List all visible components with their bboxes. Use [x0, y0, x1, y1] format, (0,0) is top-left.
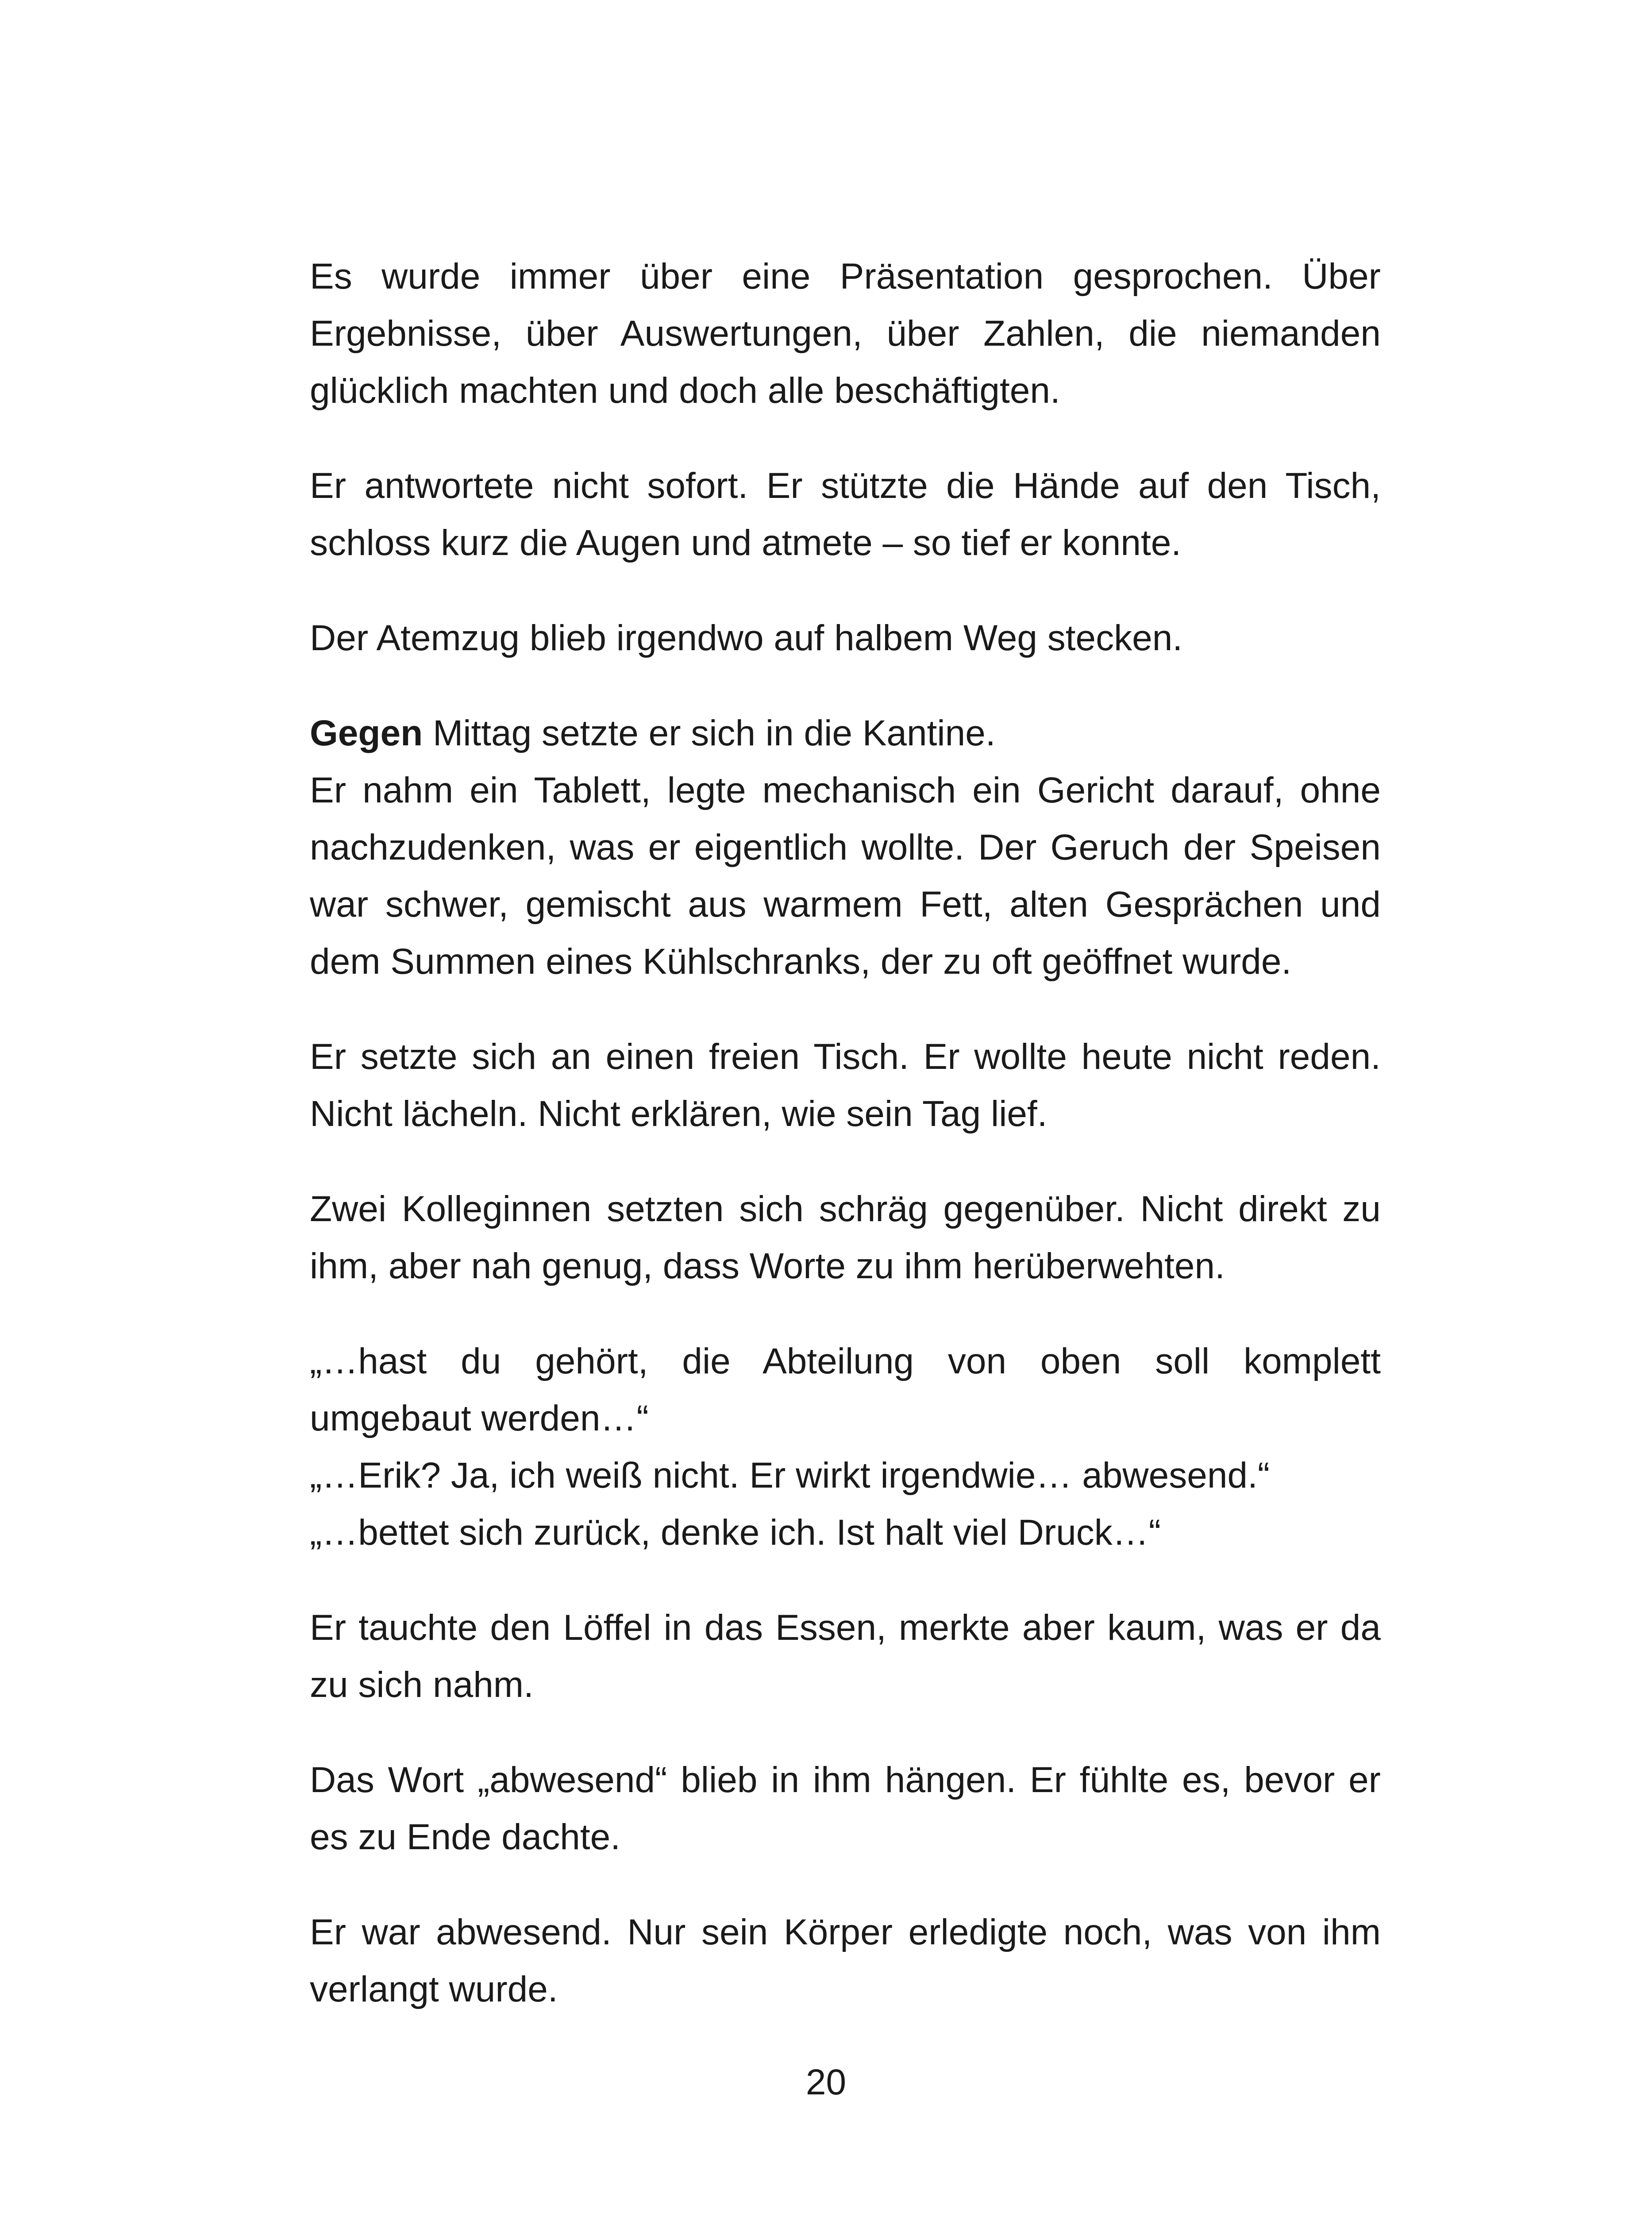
paragraph-10 — [310, 1904, 1381, 2018]
text-line: verlangt wurde. — [310, 1969, 558, 2009]
paragraph-2 — [310, 457, 1381, 571]
text-line: ihm, aber nah genug, dass Worte zu ihm herüberwehten. — [310, 1246, 1225, 1286]
text-line: „…bettet sich zurück, denke ich. Ist halt viel Druck…“ — [310, 1512, 1161, 1553]
text-line: Ergebnisse, über Auswertungen, über Zahlen, die niemanden — [310, 313, 1381, 354]
text-line: dem Summen eines Kühlschranks, der zu oft geöffnet wurde. — [310, 941, 1292, 982]
text-line: Das Wort „abwesend“ blieb in ihm hängen. Er fühlte es, bevor er — [310, 1760, 1381, 1800]
text-line: schloss kurz die Augen und atmete – so tief er konnte. — [310, 523, 1182, 563]
text-line — [310, 705, 1381, 762]
text-line: Er setzte sich an einen freien Tisch. Er wollte heute nicht reden. — [310, 1037, 1381, 1077]
text-line-rest: Mittag setzte er sich in die Kantine. — [423, 713, 996, 753]
paragraph-1 — [310, 248, 1381, 419]
paragraph-7 — [310, 1333, 1381, 1561]
page-number: 20 — [805, 2062, 847, 2102]
text-column — [310, 248, 1381, 2056]
text-line: Es wurde immer über eine Präsentation gesprochen. Über — [310, 256, 1381, 297]
paragraph-6 — [310, 1180, 1381, 1295]
text-line: war schwer, gemischt aus warmem Fett, alten Gesprächen und — [310, 884, 1381, 925]
text-line: Er tauchte den Löffel in das Essen, merkte aber kaum, was er da — [310, 1608, 1381, 1648]
paragraph-5 — [310, 1028, 1381, 1142]
text-line: glücklich machten und doch alle beschäftigten. — [310, 370, 1060, 411]
text-line: Der Atemzug blieb irgendwo auf halbem Weg stecken. — [310, 618, 1183, 658]
paragraph-3 — [310, 609, 1381, 667]
text-line: umgebaut werden…“ — [310, 1398, 649, 1438]
text-line: nachzudenken, was er eigentlich wollte. Der Geruch der Speisen — [310, 827, 1381, 867]
paragraph-9 — [310, 1751, 1381, 1866]
text-line: Er antwortete nicht sofort. Er stützte die Hände auf den Tisch, — [310, 466, 1381, 506]
text-line: „…hast du gehört, die Abteilung von oben soll komplett — [310, 1341, 1381, 1381]
text-line: Er nahm ein Tablett, legte mechanisch ein Gericht darauf, ohne — [310, 770, 1381, 810]
text-line: Nicht lächeln. Nicht erklären, wie sein Tag lief. — [310, 1094, 1047, 1134]
text-line: zu sich nahm. — [310, 1665, 534, 1705]
text-line: es zu Ende dachte. — [310, 1817, 621, 1857]
paragraph-8 — [310, 1599, 1381, 1713]
text-line: Zwei Kolleginnen setzten sich schräg gegenüber. Nicht direkt zu — [310, 1189, 1381, 1229]
paragraph-4 — [310, 705, 1381, 990]
text-line: „…Erik? Ja, ich weiß nicht. Er wirkt irgendwie… abwesend.“ — [310, 1455, 1270, 1496]
text-line: Er war abwesend. Nur sein Körper erledigte noch, was von ihm — [310, 1912, 1381, 1952]
bold-word: Gegen — [310, 713, 423, 753]
